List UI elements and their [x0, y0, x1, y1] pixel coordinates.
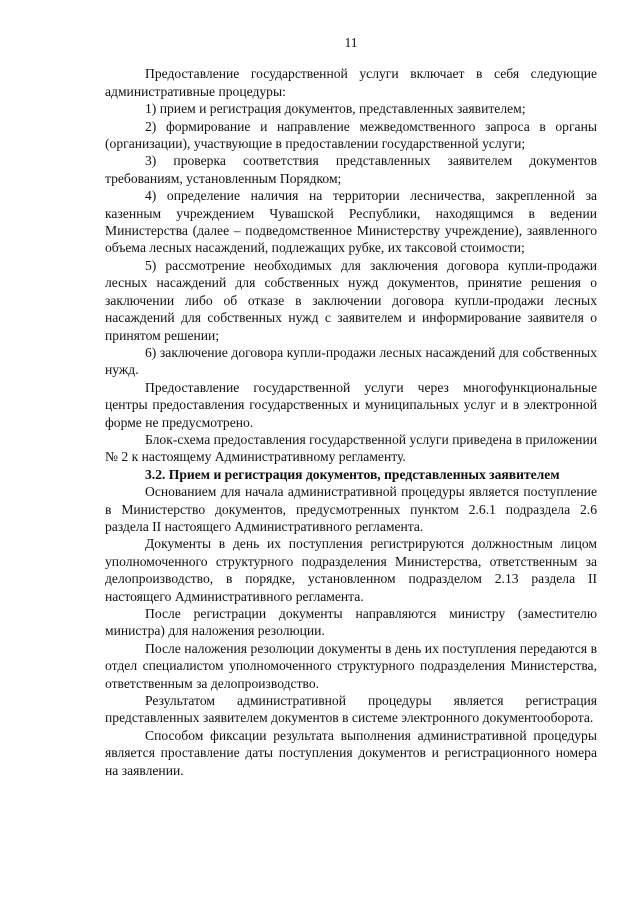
- section-paragraph-resolution: После наложения резолюции документы в день их поступления передаются в отдел специалистом уполномоченного структурного подразделения Министерства, ответственным за делопроизводство.: [105, 640, 597, 691]
- section-paragraph-registration: Документы в день их поступления регистрируются должностным лицом уполномоченного структурного подразделения Министерства, ответственным за делопроизводство, в порядке, установленном подразделом 2.13 раздела II настоящего Административного регламента.: [105, 536, 597, 604]
- section-paragraph-basis: Основанием для начала административной процедуры является поступление в Министерство документов, предусмотренных пунктом 2.6.1 подраздела 2.6 раздела II настоящего Административного регламента.: [105, 484, 597, 534]
- paragraph-mfc: Предоставление государственной услуги через многофункциональные центры предоставления государственных и муниципальных услуг и в электронной форме не предусмотрено.: [105, 379, 597, 430]
- paragraph-flowchart: Блок-схема предоставления государственной услуги приведена в приложении № 2 к настоящему Административному регламенту.: [105, 431, 597, 465]
- paragraph-item-6: 6) заключение договора купли-продажи лесных насаждений для собственных нужд.: [105, 344, 597, 378]
- paragraph-item-1: 1) прием и регистрация документов, представленных заявителем;: [145, 101, 526, 117]
- section-paragraph-result: Результатом административной процедуры является регистрация представленных заявителем документов в системе электронного документооборота.: [105, 693, 597, 726]
- paragraph-item-4: 4) определение наличия на территории лесничества, закрепленной за казенным учреждением Чувашской Республики, находящимся в ведении Министерства (далее – подведомственное Министерству учреждение), заявленного объема лесных насаждений, подлежащих рубке, их таксовой стоимости;: [105, 188, 597, 256]
- section-paragraph-fixation: Способом фиксации результата выполнения административной процедуры является проставление даты поступления документов и регистрационного номера на заявлении.: [105, 727, 597, 778]
- paragraph-item-3: 3) проверка соответствия представленных заявителем документов требованиям, установленным Порядком;: [105, 153, 597, 186]
- paragraph-intro: Предоставление государственной услуги включает в себя следующие административные процедуры:: [105, 66, 597, 99]
- section-paragraph-minister: После регистрации документы направляются министру (заместителю министра) для наложения резолюции.: [105, 606, 597, 639]
- page-number: 11: [344, 35, 358, 50]
- paragraph-item-5: 5) рассмотрение необходимых для заключения договора купли-продажи лесных насаждений для собственных нужд документов, принятие решения о заключении либо об отказе в заключении договора купли-продажи лесных насаждений для собственных нужд с заявителем и информирование заявителя о принятом решении;: [105, 257, 597, 343]
- document-page: [105, 34, 597, 779]
- section-heading: 3.2. Прием и регистрация документов, представленных заявителем: [145, 466, 560, 482]
- paragraph-item-2: 2) формирование и направление межведомственного запроса в органы (организации), участвующие в предоставлении государственной услуги;: [105, 118, 597, 152]
